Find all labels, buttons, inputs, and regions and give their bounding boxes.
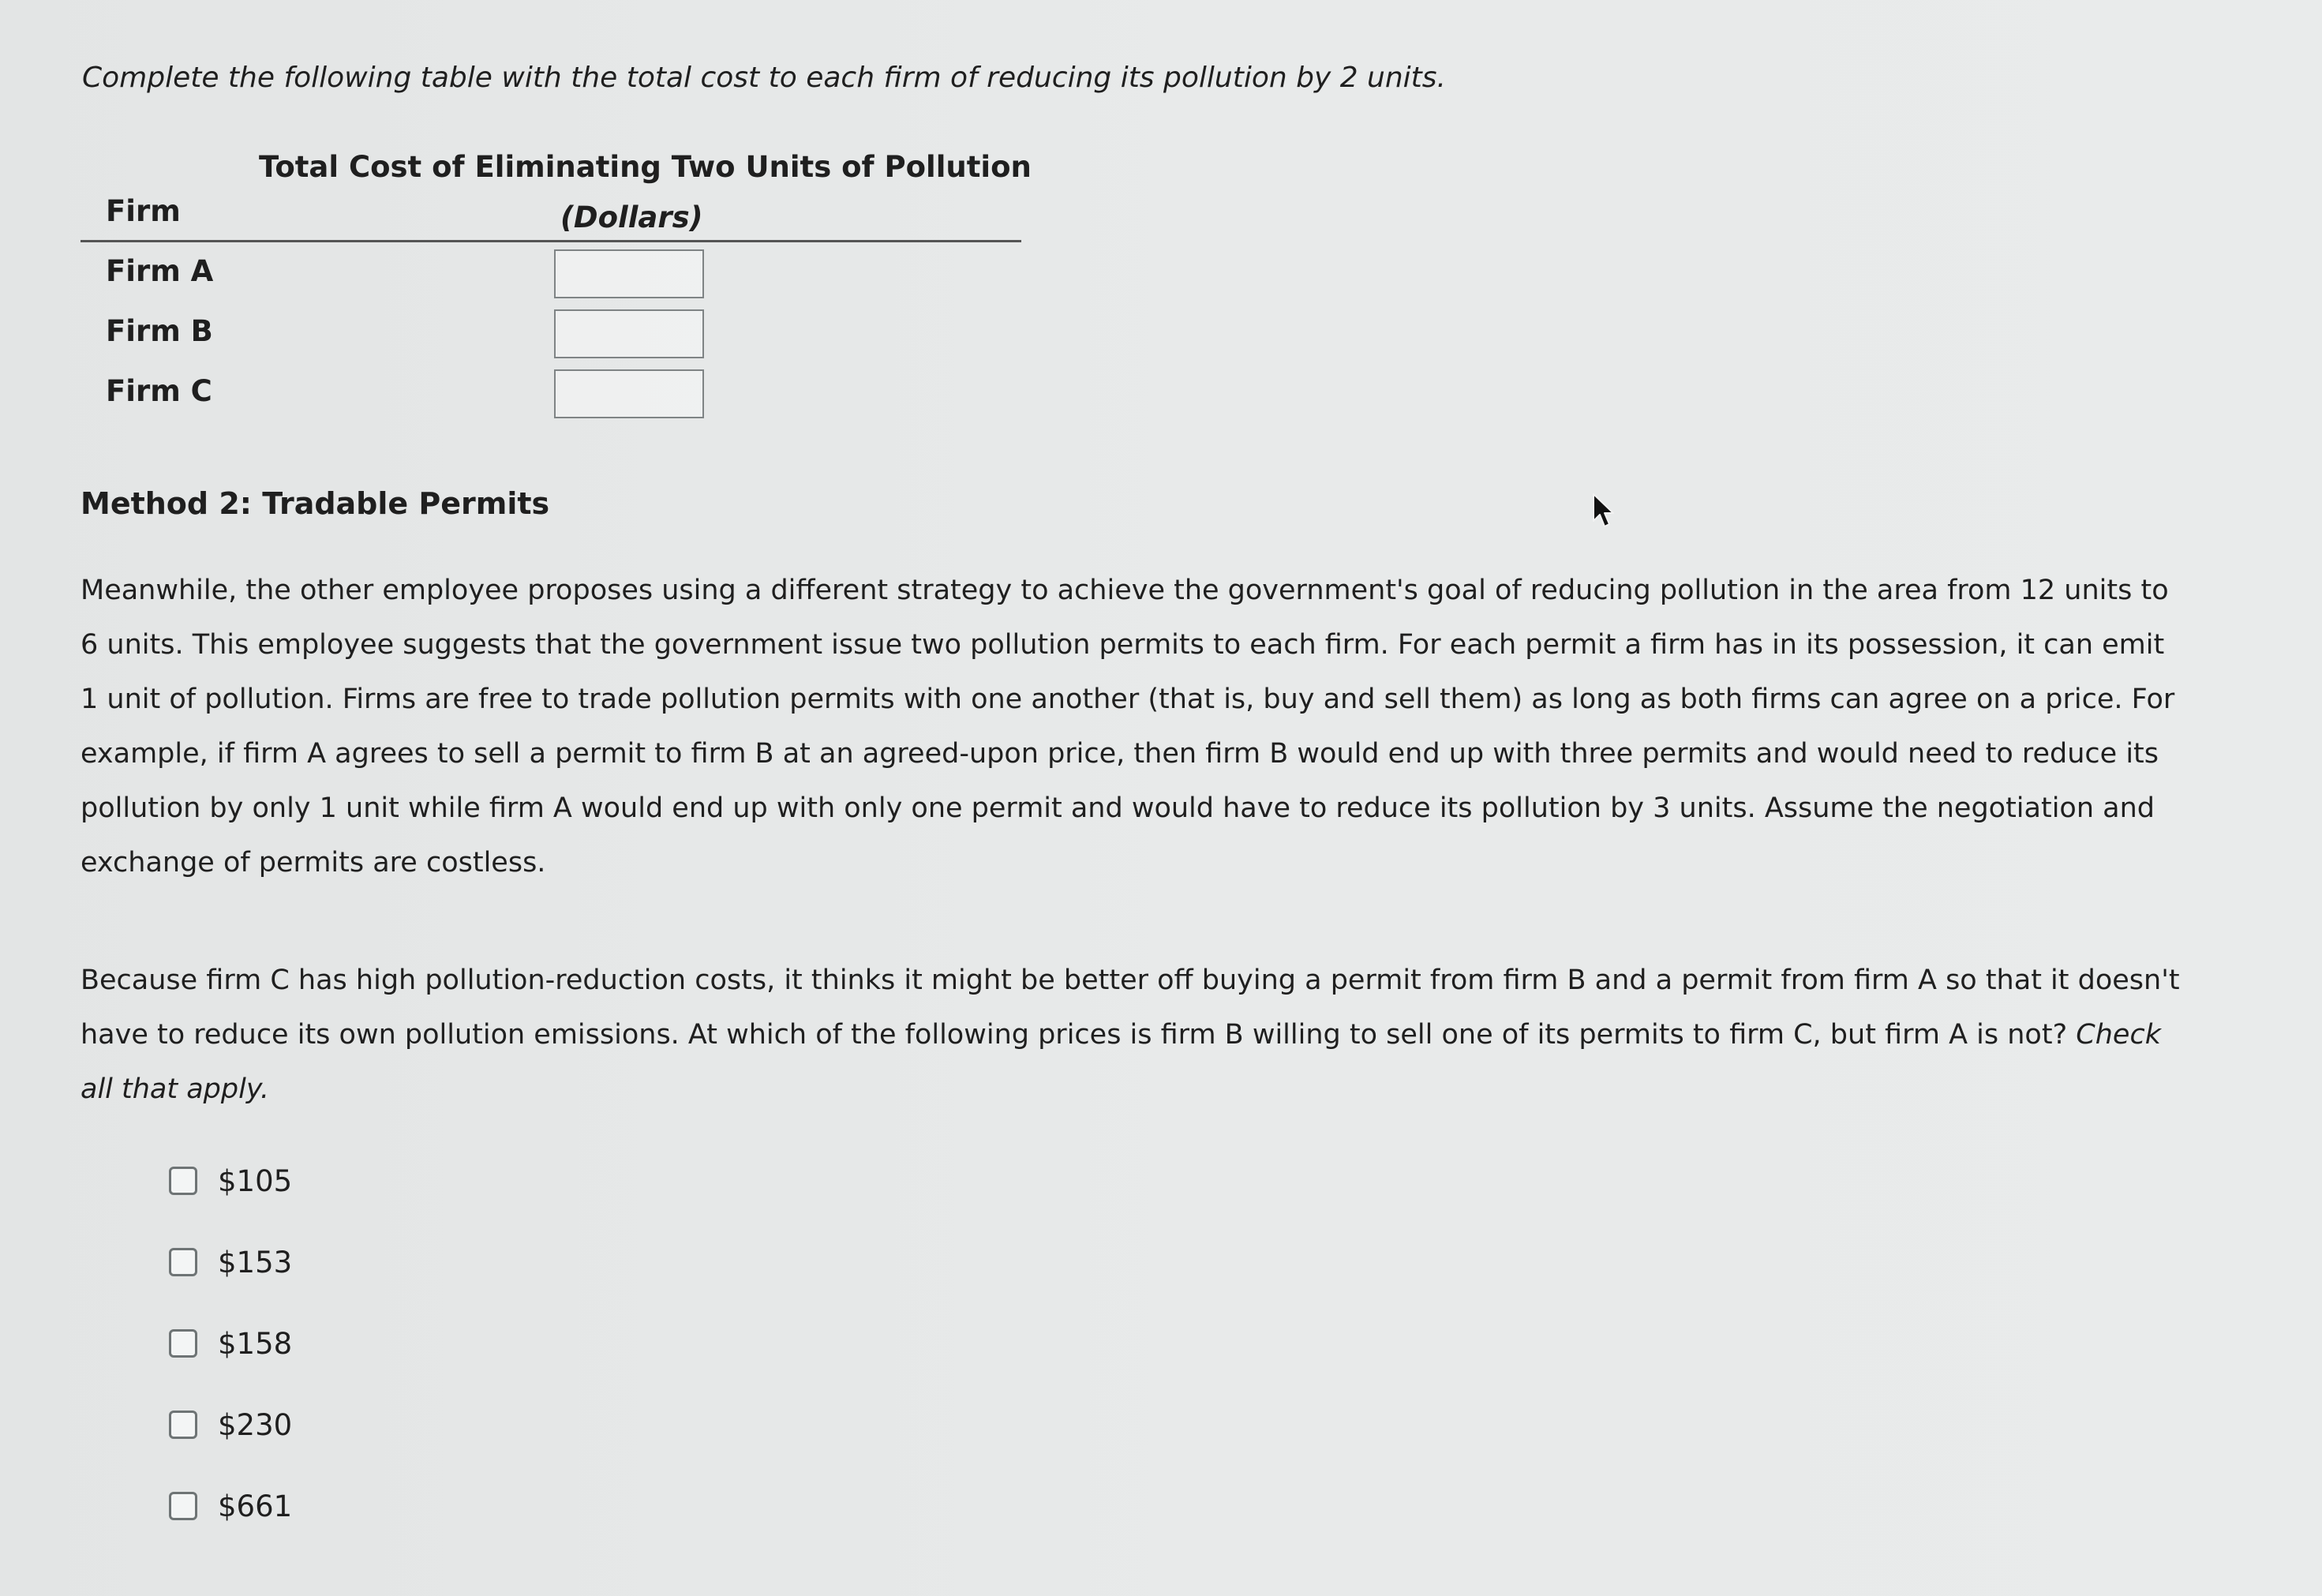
price-option-661[interactable] [169,1486,292,1526]
dollars-column-header: (Dollars) [560,200,703,234]
firm-b-label: Firm B [106,314,213,348]
price-option-153[interactable] [169,1242,292,1282]
question-text: Because firm C has high pollution-reduction costs, it thinks it might be better off buying a permit from firm B and a permit from firm A so that it doesn't have to reduce its own pollution emissions. At which of the following prices is firm B willing to sell one of its permits to firm C, but firm A is not? [81,965,2180,1051]
firm-c-label: Firm C [106,374,212,408]
tradable-permits-paragraph: Meanwhile, the other employee proposes using a different strategy to achieve the government's goal of reducing pollution in the area from 12 units to 6 units. This employee suggests that the government issue two pollution permits to each firm. For each permit a firm has in its possession, it can emit 1 unit of pollution. Firms are free to trade pollution permits with one another (that is, buy and sell them) as long as both firms can agree on a price. For example, if firm A agrees to sell a permit to firm B at an agreed-upon price, then firm B would end up with three permits and would need to reduce its pollution by only 1 unit while firm A would end up with only one permit and would have to reduce its pollution by 3 units. Assume the negotiation and exchange of permits are costless. [81,575,2175,879]
table-row-firm-b [0,309,1026,365]
price-option-label: $153 [218,1245,293,1279]
check-all-instruction: Check all that apply. [81,1019,2161,1105]
table-title: Total Cost of Eliminating Two Units of Pollution [259,150,1032,184]
firm-a-label: Firm A [106,254,214,288]
price-option-label: $661 [218,1489,293,1523]
price-option-105[interactable] [169,1161,292,1201]
price-option-label: $230 [218,1407,293,1442]
firm-b-cost-input[interactable] [554,309,704,358]
method-heading: Method 2: Tradable Permits [81,486,550,521]
price-option-230[interactable] [169,1405,292,1444]
price-option-label: $105 [218,1163,293,1198]
checkbox[interactable] [169,1329,197,1358]
checkbox[interactable] [169,1492,197,1520]
checkbox[interactable] [169,1167,197,1195]
table-row-firm-c [0,369,1026,425]
firm-column-header: Firm [106,194,181,228]
question-paragraph [81,953,2180,1117]
price-option-label: $158 [218,1326,293,1361]
mouse-pointer-icon [1591,493,1615,529]
firm-a-cost-input[interactable] [554,249,704,298]
table-instruction: Complete the following table with the total cost to each firm of reducing its pollution by 2 units. [82,62,1446,94]
checkbox[interactable] [169,1411,197,1439]
checkbox[interactable] [169,1248,197,1276]
price-option-158[interactable] [169,1324,292,1363]
table-row-firm-a [0,249,1026,305]
firm-c-cost-input[interactable] [554,369,704,418]
table-header-divider [81,240,1021,242]
